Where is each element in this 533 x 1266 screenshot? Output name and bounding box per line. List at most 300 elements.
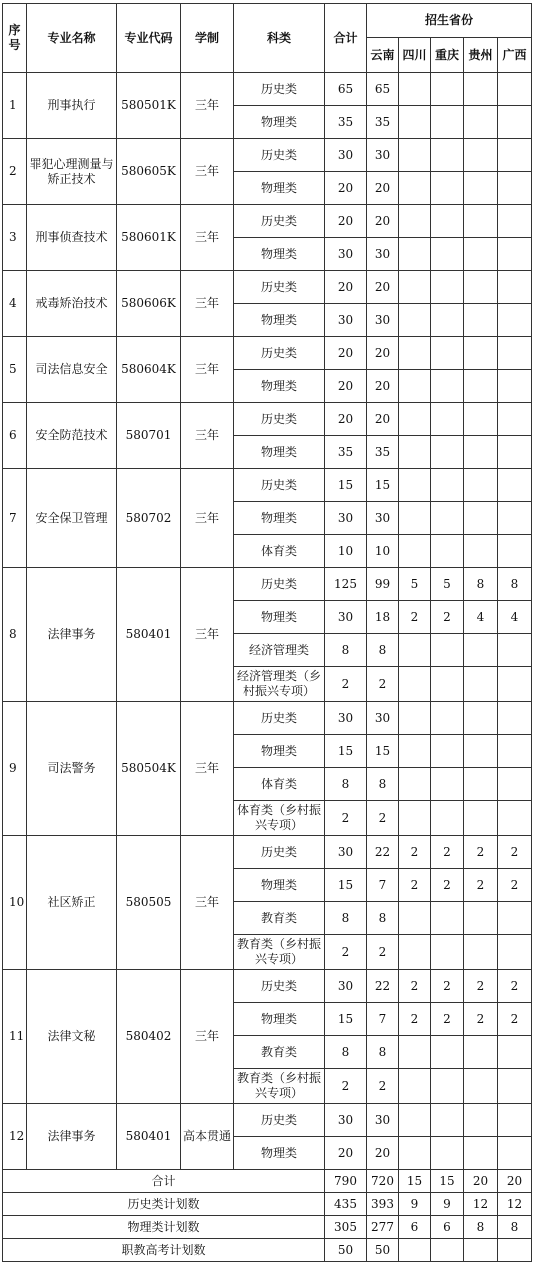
province-count-cell (399, 304, 431, 337)
province-count-cell (498, 304, 532, 337)
major-code: 580701 (117, 403, 181, 469)
province-count-cell (464, 436, 498, 469)
province-count-cell: 30 (367, 1104, 399, 1137)
province-count-cell: 4 (464, 601, 498, 634)
province-count-cell (498, 768, 532, 801)
province-count-cell (399, 73, 431, 106)
category-cell: 体育类（乡村振兴专项） (234, 801, 325, 836)
total-cell: 30 (325, 702, 367, 735)
category-cell: 物理类 (234, 601, 325, 634)
table-row (3, 271, 532, 304)
province-count-cell: 2 (399, 1003, 431, 1036)
total-cell: 20 (325, 1137, 367, 1170)
province-count-cell (431, 403, 464, 436)
major-duration: 三年 (181, 836, 234, 970)
province-count-cell (464, 735, 498, 768)
province-count-cell (399, 1104, 431, 1137)
province-count-cell (399, 1036, 431, 1069)
province-count-cell (399, 702, 431, 735)
province-count-cell (399, 205, 431, 238)
major-name: 罪犯心理测量与矫正技术 (27, 139, 117, 205)
province-count-cell: 10 (367, 535, 399, 568)
province-count-cell: 2 (399, 601, 431, 634)
total-cell: 2 (325, 1069, 367, 1104)
category-cell: 历史类 (234, 205, 325, 238)
major-duration: 高本贯通 (181, 1104, 234, 1170)
summary-province-cell: 393 (367, 1193, 399, 1216)
major-seq: 8 (3, 568, 27, 702)
summary-label: 历史类计划数 (3, 1193, 325, 1216)
province-count-cell (498, 1069, 532, 1104)
category-cell: 历史类 (234, 469, 325, 502)
total-cell: 15 (325, 869, 367, 902)
province-count-cell: 18 (367, 601, 399, 634)
total-cell: 30 (325, 601, 367, 634)
province-count-cell (498, 935, 532, 970)
major-seq: 10 (3, 836, 27, 970)
province-count-cell (498, 502, 532, 535)
total-cell: 30 (325, 502, 367, 535)
summary-province-cell (498, 1239, 532, 1262)
province-count-cell (431, 768, 464, 801)
province-count-cell (498, 801, 532, 836)
province-count-cell: 8 (367, 768, 399, 801)
province-count-cell: 30 (367, 238, 399, 271)
province-count-cell: 8 (367, 902, 399, 935)
province-count-cell: 99 (367, 568, 399, 601)
category-cell: 物理类 (234, 1003, 325, 1036)
total-cell: 2 (325, 667, 367, 702)
province-count-cell: 8 (367, 1036, 399, 1069)
total-cell: 8 (325, 768, 367, 801)
table-row (3, 1104, 532, 1137)
summary-province-cell (431, 1239, 464, 1262)
major-duration: 三年 (181, 139, 234, 205)
category-cell: 物理类 (234, 304, 325, 337)
major-code: 580504K (117, 702, 181, 836)
province-count-cell (399, 502, 431, 535)
province-count-cell: 2 (431, 1003, 464, 1036)
province-count-cell: 35 (367, 106, 399, 139)
province-count-cell: 2 (431, 836, 464, 869)
category-cell: 教育类（乡村振兴专项） (234, 1069, 325, 1104)
total-cell: 20 (325, 403, 367, 436)
province-count-cell: 65 (367, 73, 399, 106)
total-cell: 8 (325, 1036, 367, 1069)
category-cell: 教育类 (234, 902, 325, 935)
province-count-cell (498, 172, 532, 205)
province-count-cell: 2 (464, 970, 498, 1003)
table-row (3, 337, 532, 370)
summary-total: 50 (325, 1239, 367, 1262)
province-count-cell: 7 (367, 1003, 399, 1036)
category-cell: 历史类 (234, 73, 325, 106)
province-count-cell (431, 667, 464, 702)
major-name: 司法警务 (27, 702, 117, 836)
category-cell: 历史类 (234, 271, 325, 304)
summary-province-cell: 9 (399, 1193, 431, 1216)
major-duration: 三年 (181, 568, 234, 702)
province-count-cell (464, 1137, 498, 1170)
major-seq: 11 (3, 970, 27, 1104)
major-name: 安全保卫管理 (27, 469, 117, 568)
major-duration: 三年 (181, 702, 234, 836)
province-count-cell: 20 (367, 337, 399, 370)
province-count-cell: 20 (367, 403, 399, 436)
province-count-cell (431, 535, 464, 568)
province-count-cell (498, 1137, 532, 1170)
province-count-cell: 22 (367, 836, 399, 869)
summary-province-cell: 9 (431, 1193, 464, 1216)
major-code: 580505 (117, 836, 181, 970)
province-count-cell: 20 (367, 271, 399, 304)
province-count-cell (431, 1137, 464, 1170)
province-count-cell (399, 902, 431, 935)
province-count-cell: 2 (464, 836, 498, 869)
province-count-cell (431, 735, 464, 768)
category-cell: 历史类 (234, 139, 325, 172)
major-code: 580605K (117, 139, 181, 205)
total-cell: 10 (325, 535, 367, 568)
province-count-cell (464, 1069, 498, 1104)
summary-province-cell: 6 (431, 1216, 464, 1239)
table-row (3, 836, 532, 869)
province-count-cell (431, 370, 464, 403)
province-count-cell (399, 735, 431, 768)
province-count-cell (464, 801, 498, 836)
province-count-cell (498, 667, 532, 702)
province-count-cell: 2 (367, 1069, 399, 1104)
province-count-cell: 2 (498, 970, 532, 1003)
province-count-cell: 2 (399, 869, 431, 902)
province-count-cell (431, 73, 464, 106)
province-count-cell (399, 667, 431, 702)
province-count-cell (399, 1137, 431, 1170)
major-name: 法律文秘 (27, 970, 117, 1104)
major-duration: 三年 (181, 469, 234, 568)
province-count-cell (498, 403, 532, 436)
province-count-cell (399, 403, 431, 436)
province-count-cell: 2 (399, 970, 431, 1003)
summary-total: 305 (325, 1216, 367, 1239)
header-category: 科类 (234, 4, 325, 73)
province-count-cell (431, 469, 464, 502)
province-count-cell: 8 (464, 568, 498, 601)
province-count-cell (464, 337, 498, 370)
table-row (3, 568, 532, 601)
major-seq: 5 (3, 337, 27, 403)
province-count-cell (464, 768, 498, 801)
header-major-name: 专业名称 (27, 4, 117, 73)
province-count-cell: 20 (367, 1137, 399, 1170)
header-province: 重庆 (431, 38, 464, 73)
enrollment-plan-table (2, 3, 532, 1262)
province-count-cell (498, 271, 532, 304)
summary-province-cell: 15 (431, 1170, 464, 1193)
total-cell: 15 (325, 735, 367, 768)
summary-province-cell: 50 (367, 1239, 399, 1262)
summary-total: 790 (325, 1170, 367, 1193)
summary-province-cell: 6 (399, 1216, 431, 1239)
province-count-cell (464, 403, 498, 436)
province-count-cell (464, 172, 498, 205)
table-row (3, 139, 532, 172)
category-cell: 物理类 (234, 238, 325, 271)
major-code: 580401 (117, 568, 181, 702)
province-count-cell (464, 238, 498, 271)
province-count-cell: 5 (431, 568, 464, 601)
province-count-cell: 2 (367, 667, 399, 702)
category-cell: 经济管理类 (234, 634, 325, 667)
category-cell: 体育类 (234, 535, 325, 568)
category-cell: 教育类（乡村振兴专项） (234, 935, 325, 970)
category-cell: 物理类 (234, 1137, 325, 1170)
province-count-cell (399, 535, 431, 568)
total-cell: 125 (325, 568, 367, 601)
province-count-cell (431, 1104, 464, 1137)
table-row (3, 73, 532, 106)
province-count-cell: 2 (431, 970, 464, 1003)
table-row (3, 403, 532, 436)
province-count-cell (498, 535, 532, 568)
summary-province-cell: 720 (367, 1170, 399, 1193)
province-count-cell (498, 735, 532, 768)
province-count-cell (464, 469, 498, 502)
province-count-cell: 2 (498, 869, 532, 902)
major-duration: 三年 (181, 403, 234, 469)
province-count-cell: 20 (367, 172, 399, 205)
province-count-cell (399, 337, 431, 370)
category-cell: 历史类 (234, 836, 325, 869)
province-count-cell (431, 902, 464, 935)
summary-province-cell: 8 (498, 1216, 532, 1239)
header-province: 贵州 (464, 38, 498, 73)
total-cell: 30 (325, 304, 367, 337)
province-count-cell (464, 702, 498, 735)
province-count-cell: 30 (367, 702, 399, 735)
total-cell: 35 (325, 436, 367, 469)
province-count-cell (464, 139, 498, 172)
province-count-cell (464, 1036, 498, 1069)
summary-label: 职教高考计划数 (3, 1239, 325, 1262)
province-count-cell: 2 (399, 836, 431, 869)
province-count-cell (431, 801, 464, 836)
major-name: 戒毒矫治技术 (27, 271, 117, 337)
province-count-cell (498, 469, 532, 502)
province-count-cell (498, 436, 532, 469)
province-count-cell (399, 436, 431, 469)
header-total: 合计 (325, 4, 367, 73)
major-duration: 三年 (181, 271, 234, 337)
category-cell: 物理类 (234, 172, 325, 205)
category-cell: 历史类 (234, 403, 325, 436)
summary-label: 合计 (3, 1170, 325, 1193)
total-cell: 20 (325, 271, 367, 304)
province-count-cell (431, 935, 464, 970)
province-count-cell (431, 172, 464, 205)
province-count-cell: 7 (367, 869, 399, 902)
province-count-cell (498, 337, 532, 370)
major-seq: 6 (3, 403, 27, 469)
province-count-cell (498, 238, 532, 271)
province-count-cell (464, 304, 498, 337)
province-count-cell: 4 (498, 601, 532, 634)
major-code: 580401 (117, 1104, 181, 1170)
header-duration: 学制 (181, 4, 234, 73)
total-cell: 30 (325, 970, 367, 1003)
category-cell: 物理类 (234, 370, 325, 403)
total-cell: 2 (325, 935, 367, 970)
header-province: 云南 (367, 38, 399, 73)
summary-province-cell: 20 (464, 1170, 498, 1193)
province-count-cell (431, 1036, 464, 1069)
province-count-cell (498, 634, 532, 667)
summary-province-cell: 277 (367, 1216, 399, 1239)
total-cell: 2 (325, 801, 367, 836)
total-cell: 15 (325, 1003, 367, 1036)
province-count-cell (399, 768, 431, 801)
province-count-cell (431, 502, 464, 535)
province-count-cell: 2 (498, 836, 532, 869)
province-count-cell: 2 (498, 1003, 532, 1036)
major-code: 580604K (117, 337, 181, 403)
total-cell: 20 (325, 370, 367, 403)
major-name: 刑事侦查技术 (27, 205, 117, 271)
category-cell: 物理类 (234, 106, 325, 139)
major-seq: 3 (3, 205, 27, 271)
province-count-cell (431, 304, 464, 337)
province-count-cell (399, 469, 431, 502)
total-cell: 15 (325, 469, 367, 502)
category-cell: 教育类 (234, 1036, 325, 1069)
total-cell: 20 (325, 172, 367, 205)
major-duration: 三年 (181, 337, 234, 403)
province-count-cell (464, 935, 498, 970)
province-count-cell (464, 271, 498, 304)
table-row (3, 702, 532, 735)
province-count-cell: 22 (367, 970, 399, 1003)
province-count-cell (498, 1036, 532, 1069)
province-count-cell: 2 (367, 935, 399, 970)
province-count-cell (464, 370, 498, 403)
summary-province-cell (464, 1239, 498, 1262)
summary-province-cell: 15 (399, 1170, 431, 1193)
header-provinces-group: 招生省份 (367, 4, 532, 38)
total-cell: 35 (325, 106, 367, 139)
summary-row (3, 1216, 532, 1239)
major-code: 580606K (117, 271, 181, 337)
major-code: 580501K (117, 73, 181, 139)
header-major-code: 专业代码 (117, 4, 181, 73)
province-count-cell: 30 (367, 304, 399, 337)
province-count-cell: 30 (367, 502, 399, 535)
category-cell: 历史类 (234, 337, 325, 370)
major-name: 司法信息安全 (27, 337, 117, 403)
summary-province-cell: 12 (498, 1193, 532, 1216)
summary-province-cell: 12 (464, 1193, 498, 1216)
province-count-cell (399, 238, 431, 271)
major-name: 法律事务 (27, 1104, 117, 1170)
summary-row (3, 1193, 532, 1216)
total-cell: 65 (325, 73, 367, 106)
province-count-cell (431, 139, 464, 172)
province-count-cell (464, 106, 498, 139)
province-count-cell (431, 436, 464, 469)
table-body (3, 73, 532, 1262)
province-count-cell (431, 702, 464, 735)
total-cell: 30 (325, 836, 367, 869)
province-count-cell (464, 205, 498, 238)
category-cell: 历史类 (234, 970, 325, 1003)
summary-label: 物理类计划数 (3, 1216, 325, 1239)
province-count-cell (464, 634, 498, 667)
province-count-cell (431, 106, 464, 139)
table-row (3, 970, 532, 1003)
province-count-cell (498, 1104, 532, 1137)
province-count-cell (464, 535, 498, 568)
major-name: 安全防范技术 (27, 403, 117, 469)
category-cell: 历史类 (234, 1104, 325, 1137)
province-count-cell (464, 667, 498, 702)
province-count-cell: 2 (464, 869, 498, 902)
province-count-cell (399, 106, 431, 139)
summary-province-cell (399, 1239, 431, 1262)
province-count-cell: 15 (367, 469, 399, 502)
summary-province-cell: 20 (498, 1170, 532, 1193)
major-code: 580601K (117, 205, 181, 271)
province-count-cell: 20 (367, 370, 399, 403)
province-count-cell (399, 801, 431, 836)
province-count-cell (399, 139, 431, 172)
major-name: 法律事务 (27, 568, 117, 702)
province-count-cell (498, 702, 532, 735)
summary-province-cell: 8 (464, 1216, 498, 1239)
summary-total: 435 (325, 1193, 367, 1216)
category-cell: 经济管理类（乡村振兴专项） (234, 667, 325, 702)
category-cell: 历史类 (234, 702, 325, 735)
province-count-cell: 2 (464, 1003, 498, 1036)
province-count-cell (431, 271, 464, 304)
major-seq: 1 (3, 73, 27, 139)
province-count-cell (399, 935, 431, 970)
province-count-cell (498, 205, 532, 238)
header-province: 广西 (498, 38, 532, 73)
province-count-cell: 8 (498, 568, 532, 601)
province-count-cell: 20 (367, 205, 399, 238)
province-count-cell (431, 337, 464, 370)
province-count-cell (431, 205, 464, 238)
province-count-cell (431, 1069, 464, 1104)
category-cell: 物理类 (234, 502, 325, 535)
province-count-cell (498, 106, 532, 139)
summary-row (3, 1239, 532, 1262)
province-count-cell: 35 (367, 436, 399, 469)
major-name: 社区矫正 (27, 836, 117, 970)
province-count-cell: 2 (431, 869, 464, 902)
province-count-cell: 2 (367, 801, 399, 836)
province-count-cell (464, 902, 498, 935)
province-count-cell (399, 370, 431, 403)
table-row (3, 205, 532, 238)
category-cell: 历史类 (234, 568, 325, 601)
province-count-cell (399, 172, 431, 205)
table-row (3, 469, 532, 502)
category-cell: 物理类 (234, 436, 325, 469)
major-name: 刑事执行 (27, 73, 117, 139)
header-seq: 序号 (3, 4, 27, 73)
category-cell: 物理类 (234, 735, 325, 768)
province-count-cell (498, 370, 532, 403)
